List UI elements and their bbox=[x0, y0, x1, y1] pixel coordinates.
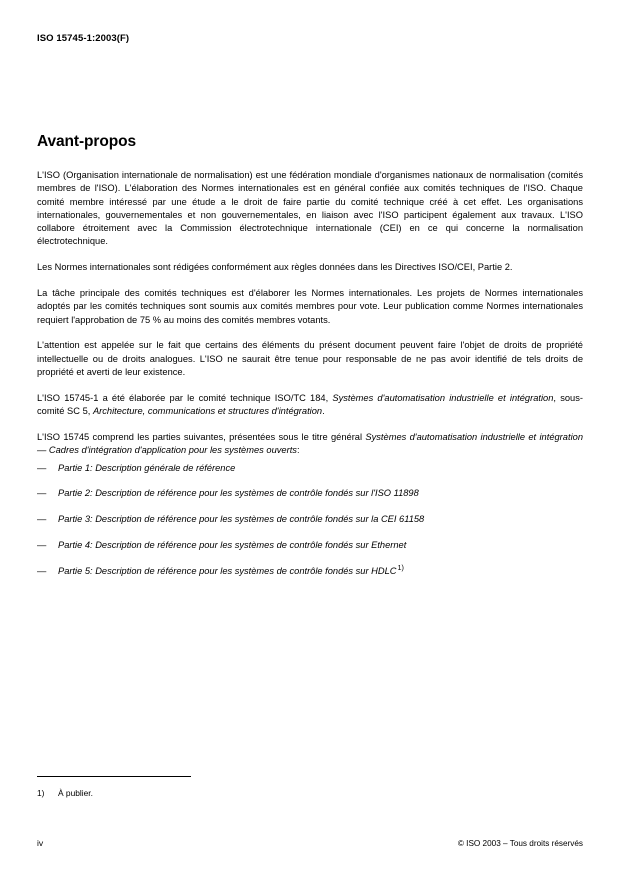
footnote-text: À publier. bbox=[58, 788, 93, 798]
foreword-paragraph-1: L'ISO (Organisation internationale de normalisation) est une fédération mondiale d'organismes nationaux de normalisation (comités membres de l'ISO). L'élaboration des Normes internationales est en général confiée aux comités techniques de l'ISO. Chaque comité membre intéressé par une étude a le droit de faire partie du comité technique créé à cet effet. Les organisations internationales, gouvernementales et non gouvernementales, en liaison avec l'ISO participent également aux travaux. L'ISO collabore étroitement avec la Commission électrotechnique internationale (CEI) en ce qui concerne la normalisation électrotechnique. bbox=[37, 170, 583, 247]
page-footer bbox=[37, 838, 583, 849]
footnote-reference[interactable] bbox=[424, 511, 425, 520]
em-dash-bullet: — bbox=[37, 514, 47, 525]
parts-intro-end: : bbox=[296, 445, 300, 456]
part-label: Partie 1: Description générale de référence bbox=[58, 462, 236, 473]
foreword-paragraph-4: L'attention est appelée sur le fait que certains des éléments du présent document peuvent faire l'objet de droits de propriété intellectuelle ou de droits analogues. L'ISO ne saurait être tenue pour responsable de ne pas avoir identifié de tels droits de propriété et averti de leur existence. bbox=[37, 340, 583, 378]
list-item bbox=[37, 562, 583, 578]
part-label: Partie 4: Description de référence pour les systèmes de contrôle fondés sur Ethernet bbox=[58, 539, 407, 550]
em-dash-bullet: — bbox=[37, 565, 47, 576]
footnote-area bbox=[37, 776, 583, 799]
parts-intro-lead: L'ISO 15745 comprend les parties suivantes, présentées sous le titre général bbox=[37, 431, 366, 442]
footnote-reference[interactable] bbox=[235, 459, 236, 468]
committee-sentence-end: . bbox=[322, 406, 325, 417]
subcommittee-lead: , sous-comité SC 5, bbox=[37, 392, 583, 417]
em-dash-bullet: — bbox=[37, 539, 47, 550]
committee-title-italic: Systèmes d'automatisation industrielle et intégration bbox=[332, 392, 554, 403]
footnote-number: 1) bbox=[37, 788, 45, 798]
foreword-paragraph-2: Les Normes internationales sont rédigées conformément aux règles données dans les Directives ISO/CEI, Partie 2. bbox=[37, 262, 513, 273]
em-dash-bullet: — bbox=[37, 488, 47, 499]
list-item bbox=[37, 539, 583, 552]
general-title-italic: Systèmes d'automatisation industrielle et intégration — Cadres d'intégration d'application pour les systèmes ouverts bbox=[37, 431, 584, 456]
foreword-paragraph-6 bbox=[37, 431, 583, 458]
em-dash-bullet: — bbox=[37, 462, 47, 473]
footnote-reference[interactable]: 1) bbox=[397, 562, 404, 572]
list-item bbox=[37, 462, 583, 475]
footnote-separator-rule bbox=[37, 776, 191, 777]
list-item bbox=[37, 513, 583, 526]
part-label: Partie 3: Description de référence pour les systèmes de contrôle fondés sur la CEI 61158 bbox=[58, 514, 425, 525]
subcommittee-title-italic: Architecture, communications et structures d'intégration bbox=[92, 406, 323, 417]
page-title: Avant-propos bbox=[37, 133, 136, 150]
footnote-reference[interactable] bbox=[419, 485, 420, 494]
footnote-entry bbox=[37, 788, 583, 799]
committee-sentence-lead: L'ISO 15745-1 a été élaborée par le comité technique ISO/TC 184, bbox=[37, 392, 333, 403]
foreword-paragraph-3: La tâche principale des comités techniques est d'élaborer les Normes internationales. Les projets de Normes internationales adoptés par les comités techniques sont soumis aux comités membres pour vote. Leur publication comme Normes internationales requiert l'approbation de 75 % au moins des comités membres votants. bbox=[37, 288, 583, 325]
footnote-reference[interactable] bbox=[406, 537, 407, 546]
document-header-reference: ISO 15745-1:2003(F) bbox=[37, 33, 130, 44]
list-item bbox=[37, 487, 583, 500]
part-label: Partie 5: Description de référence pour les systèmes de contrôle fondés sur HDLC bbox=[58, 565, 397, 576]
page-number: iv bbox=[37, 838, 44, 848]
part-label: Partie 2: Description de référence pour les systèmes de contrôle fondés sur l'ISO 11898 bbox=[58, 488, 419, 499]
foreword-paragraph-5 bbox=[37, 392, 583, 419]
parts-list bbox=[37, 462, 583, 578]
copyright-notice: © ISO 2003 – Tous droits réservés bbox=[457, 839, 583, 848]
document-body bbox=[37, 133, 583, 591]
